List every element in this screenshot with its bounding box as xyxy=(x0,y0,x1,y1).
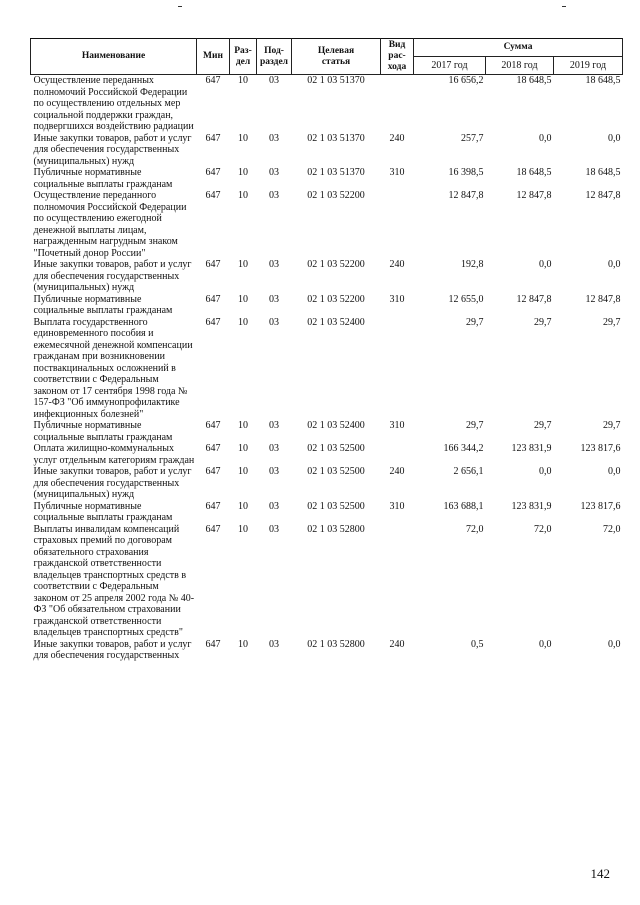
table-row xyxy=(31,259,623,294)
cell-razdel: 10 xyxy=(238,500,248,512)
cell-vid: 310 xyxy=(389,293,405,305)
cell-min: 647 xyxy=(205,167,221,178)
budget-table-container xyxy=(30,38,622,662)
header-vid: Вид рас- хода xyxy=(381,39,414,75)
table-row xyxy=(31,167,623,190)
cell-sum-2019: 0,0 xyxy=(608,466,621,477)
header-podrazdel: Под- раздел xyxy=(257,39,292,75)
header-year-2018: 2018 год xyxy=(486,57,554,75)
cell-min: 647 xyxy=(205,420,221,431)
cell-vid: 310 xyxy=(389,420,405,431)
cell-name: Публичные нормативные социальные выплаты гражданам xyxy=(33,293,173,316)
header-year-2019: 2019 год xyxy=(554,57,623,75)
cell-target: 02 1 03 52200 xyxy=(307,190,365,201)
cell-vid xyxy=(381,190,414,259)
cell-min: 647 xyxy=(205,293,221,305)
cell-sum-2018: 12 847,8 xyxy=(516,190,552,201)
cell-razdel: 10 xyxy=(238,316,248,328)
table-header xyxy=(31,39,623,75)
cell-sum-2018: 0,0 xyxy=(539,466,552,477)
cell-name: Публичные нормативные социальные выплаты гражданам xyxy=(33,420,173,443)
cell-razdel: 10 xyxy=(238,75,248,86)
table-row xyxy=(31,294,623,317)
cell-sum-2018: 0,0 xyxy=(539,259,552,270)
cell-podrazdel: 03 xyxy=(269,167,279,178)
cell-sum-2019: 18 648,5 xyxy=(585,75,621,86)
cell-vid: 240 xyxy=(389,638,405,650)
cell-sum-2017: 72,0 xyxy=(466,523,484,535)
cell-podrazdel: 03 xyxy=(269,523,279,535)
cell-sum-2018: 72,0 xyxy=(534,523,552,535)
cell-min: 647 xyxy=(205,259,221,270)
cell-sum-2018: 123 831,9 xyxy=(511,500,552,512)
cell-sum-2017: 12 655,0 xyxy=(448,293,484,305)
cell-target: 02 1 03 52200 xyxy=(307,259,365,270)
cell-min: 647 xyxy=(205,638,221,650)
cell-podrazdel: 03 xyxy=(269,132,279,144)
cell-razdel: 10 xyxy=(238,466,248,477)
cell-sum-2018: 0,0 xyxy=(539,638,552,650)
cell-vid xyxy=(381,75,414,133)
cell-min: 647 xyxy=(205,75,221,86)
cell-name: Иные закупки товаров, работ и услуг для обеспечения государственных xyxy=(33,638,192,661)
cell-name: Иные закупки товаров, работ и услуг для обеспечения государственных (муниципальных) нужд xyxy=(33,132,192,167)
cell-name: Выплаты инвалидам компенсаций страховых премий по договорам обязательного страхования гражданской ответственности владельцев транспортных средств в соответствии с Федеральным законом от 25 апреля 2002 года № 40-ФЗ "Об обязательном страховании гражданской ответственности владельцев транспортных средств" xyxy=(33,523,195,638)
header-min: Мин xyxy=(197,39,230,75)
cell-sum-2018: 123 831,9 xyxy=(511,443,552,454)
cell-target: 02 1 03 52800 xyxy=(307,638,365,650)
cell-razdel: 10 xyxy=(238,638,248,650)
cell-sum-2017: 0,5 xyxy=(471,638,484,650)
cell-target: 02 1 03 52800 xyxy=(307,523,365,535)
header-target: Целевая статья xyxy=(292,39,381,75)
table-row xyxy=(31,501,623,524)
table-row xyxy=(31,133,623,168)
header-razdel: Раз- дел xyxy=(230,39,257,75)
header-sum: Сумма xyxy=(414,39,623,57)
cell-sum-2018: 18 648,5 xyxy=(516,167,552,178)
cell-sum-2018: 18 648,5 xyxy=(516,75,552,86)
cell-sum-2017: 166 344,2 xyxy=(443,443,484,454)
cell-podrazdel: 03 xyxy=(269,420,279,431)
cell-sum-2017: 163 688,1 xyxy=(443,500,484,512)
cell-sum-2019: 0,0 xyxy=(608,132,621,144)
table-row xyxy=(31,466,623,501)
cell-sum-2019: 72,0 xyxy=(603,523,621,535)
cell-razdel: 10 xyxy=(238,167,248,178)
cell-vid xyxy=(381,443,414,466)
table-row xyxy=(31,75,623,133)
cell-target: 02 1 03 52400 xyxy=(307,420,365,431)
budget-table xyxy=(30,38,623,662)
cell-razdel: 10 xyxy=(238,190,248,201)
table-row xyxy=(31,443,623,466)
table-row xyxy=(31,317,623,421)
cell-min: 647 xyxy=(205,523,221,535)
cell-min: 647 xyxy=(205,316,221,328)
cell-name: Осуществление переданных полномочий Российской Федерации по осуществлению отдельных мер социальной поддержки граждан, подвергшихся воздействию радиации xyxy=(33,75,194,132)
cell-name: Публичные нормативные социальные выплаты гражданам xyxy=(33,167,173,190)
cell-vid: 240 xyxy=(389,259,405,270)
cell-sum-2018: 12 847,8 xyxy=(516,293,552,305)
cell-name: Иные закупки товаров, работ и услуг для обеспечения государственных (муниципальных) нужд xyxy=(33,259,192,293)
cell-min: 647 xyxy=(205,500,221,512)
cell-podrazdel: 03 xyxy=(269,190,279,201)
cell-sum-2018: 29,7 xyxy=(534,420,552,431)
cell-podrazdel: 03 xyxy=(269,75,279,86)
cell-podrazdel: 03 xyxy=(269,293,279,305)
cell-razdel: 10 xyxy=(238,443,248,454)
cell-podrazdel: 03 xyxy=(269,259,279,270)
cell-target: 02 1 03 52200 xyxy=(307,293,365,305)
cell-sum-2017: 16 398,5 xyxy=(448,167,484,178)
cell-min: 647 xyxy=(205,190,221,201)
cell-vid: 240 xyxy=(389,132,405,144)
cell-razdel: 10 xyxy=(238,259,248,270)
cell-podrazdel: 03 xyxy=(269,500,279,512)
cell-vid: 240 xyxy=(389,466,405,477)
cell-sum-2017: 29,7 xyxy=(466,420,484,431)
cell-name: Оплата жилищно-коммунальных услуг отдельным категориям граждан xyxy=(33,443,195,466)
table-row xyxy=(31,190,623,259)
cell-sum-2017: 16 656,2 xyxy=(448,75,484,86)
page-number: 142 xyxy=(590,866,610,881)
cell-razdel: 10 xyxy=(238,293,248,305)
cell-sum-2019: 123 817,6 xyxy=(580,500,621,512)
cell-min: 647 xyxy=(205,466,221,477)
cell-razdel: 10 xyxy=(238,132,248,144)
table-row xyxy=(31,639,623,662)
table-row xyxy=(31,524,623,639)
cell-sum-2017: 12 847,8 xyxy=(448,190,484,201)
cell-sum-2017: 29,7 xyxy=(466,316,484,328)
cell-target: 02 1 03 52500 xyxy=(307,466,365,477)
cell-name: Выплата государственного единовременного пособия и ежемесячной денежной компенсации гражданам при возникновении поствакцинальных осложнений в соответствии с Федеральным законом от 17 сентября 1998 года № 157-ФЗ "Об иммунопрофилактике инфекционных болезней" xyxy=(33,316,193,420)
cell-vid xyxy=(381,524,414,639)
cell-razdel: 10 xyxy=(238,523,248,535)
cell-vid: 310 xyxy=(389,500,405,512)
header-year-2017: 2017 год xyxy=(414,57,486,75)
cell-razdel: 10 xyxy=(238,420,248,431)
cell-sum-2019: 0,0 xyxy=(608,638,621,650)
cell-sum-2018: 0,0 xyxy=(539,132,552,144)
cell-podrazdel: 03 xyxy=(269,443,279,454)
cell-min: 647 xyxy=(205,443,221,454)
cell-sum-2019: 18 648,5 xyxy=(585,167,621,178)
cell-target: 02 1 03 52400 xyxy=(307,316,365,328)
table-body xyxy=(31,75,623,662)
cell-vid xyxy=(381,317,414,421)
cell-sum-2017: 257,7 xyxy=(461,132,484,144)
header-name: Наименование xyxy=(31,39,197,75)
cell-name: Иные закупки товаров, работ и услуг для обеспечения государственных (муниципальных) нужд xyxy=(33,466,192,500)
cell-sum-2019: 29,7 xyxy=(603,316,621,328)
cell-podrazdel: 03 xyxy=(269,316,279,328)
cell-name: Публичные нормативные социальные выплаты гражданам xyxy=(33,500,173,523)
cell-min: 647 xyxy=(205,132,221,144)
cell-name: Осуществление переданного полномочия Российской Федерации по осуществлению ежегодной денежной выплаты лицам, награжденным нагрудным знаком "Почетный донор России" xyxy=(33,190,187,259)
top-mark-left xyxy=(178,6,182,7)
cell-target: 02 1 03 51370 xyxy=(307,132,365,144)
cell-target: 02 1 03 52500 xyxy=(307,443,365,454)
cell-target: 02 1 03 52500 xyxy=(307,500,365,512)
cell-sum-2019: 12 847,8 xyxy=(585,293,621,305)
cell-sum-2017: 2 656,1 xyxy=(453,466,484,477)
cell-sum-2019: 123 817,6 xyxy=(580,443,621,454)
cell-sum-2018: 29,7 xyxy=(534,316,552,328)
top-mark-right xyxy=(562,6,566,7)
cell-target: 02 1 03 51370 xyxy=(307,167,365,178)
cell-sum-2017: 192,8 xyxy=(461,259,484,270)
cell-sum-2019: 29,7 xyxy=(603,420,621,431)
cell-sum-2019: 0,0 xyxy=(608,259,621,270)
cell-target: 02 1 03 51370 xyxy=(307,75,365,86)
cell-vid: 310 xyxy=(389,167,405,178)
table-row xyxy=(31,420,623,443)
cell-sum-2019: 12 847,8 xyxy=(585,190,621,201)
cell-podrazdel: 03 xyxy=(269,638,279,650)
cell-podrazdel: 03 xyxy=(269,466,279,477)
